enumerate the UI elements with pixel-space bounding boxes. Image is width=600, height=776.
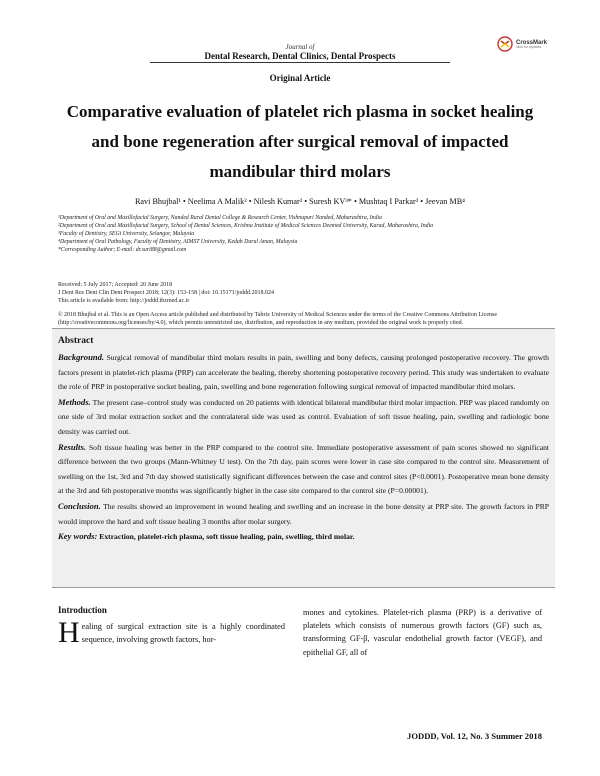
affiliation: ³Faculty of Dentistry, SEGi University, Selangor, Malaysia [58, 231, 195, 237]
page-footer: JODDD, Vol. 12, No. 3 Summer 2018 [407, 731, 542, 741]
conclusion-label: Conclusion. [58, 500, 101, 511]
journal-of-label: Journal of [285, 43, 315, 51]
crossmark-sub: click for updates [516, 45, 542, 50]
drop-cap: H [58, 616, 80, 649]
methods-label: Methods. [58, 396, 91, 407]
corresponding-author: *Corresponding Author; E-mail: dr.suri88@gmail.com [58, 247, 187, 253]
abstract-methods [58, 395, 549, 440]
results-label: Results. [58, 441, 86, 452]
journal-name: Dental Research, Dental Clinics, Dental Prospects [204, 51, 396, 61]
received-accepted: Received: 5 July 2017; Accepted: 20 June 2018 [58, 282, 173, 288]
article-title [50, 97, 550, 187]
background-text: Surgical removal of mandibular third molars results in pain, swelling and bony defects, causing prolonged postoperative recovery. The growth factors present in platelet-rich plasma (PRP) can accelerate the healing, thereby shortening postoperative recovery period. This study was undertaken to evaluate the role of PRP in postoperative socket healing, pain, swelling and bone regeneration following surgical removal of impacted mandibular third molars. [58, 353, 549, 392]
introduction-text-1: ealing of surgical extraction site is a highly coordinated sequence, involving growth factors, hor- [81, 622, 285, 645]
citation-doi[interactable]: J Dent Res Dent Clin Dent Prospect 2018; 12(3): 153-158 | doi: 10.15171/joddd.2018.024 [58, 290, 275, 296]
abstract-body [58, 350, 549, 545]
title-line: mandibular third molars [209, 162, 391, 181]
abstract-results [58, 440, 549, 499]
title-line: Comparative evaluation of platelet rich plasma in socket healing [66, 102, 534, 121]
header-rule [150, 62, 450, 63]
crossmark-icon [497, 36, 513, 54]
keywords-label: Key words: [58, 531, 98, 542]
article-type: Original Article [269, 73, 331, 83]
crossmark-badge[interactable] [497, 34, 561, 56]
author-list: Ravi Bhujbal¹ • Neelima A Malik² • Nilesh Kumar² • Suresh KV³* • Mushtaq I Parkar³ • Jeevan MB⁴ [134, 197, 466, 206]
abstract-background [58, 350, 549, 395]
abstract-heading: Abstract [58, 336, 94, 346]
affiliation: ²Department of Oral and Maxillofacial Surgery, School of Dental Sciences, Krishna Institute of Medical Sciences Deemed University, Karad, Maharashtra, India [58, 223, 434, 229]
article-dates [58, 281, 538, 305]
availability-link[interactable]: This article is available from: http://joddd.tbzmed.ac.ir [58, 298, 190, 304]
title-line: and bone regeneration after surgical removal of impacted [91, 132, 509, 151]
introduction-column-1 [58, 616, 285, 649]
background-label: Background. [58, 352, 105, 362]
affiliations [58, 214, 538, 254]
introduction-column-2: mones and cytokines. Platelet-rich plasma (PRP) is a derivative of platelets which consists of numerous growth factors (GF) such as, transforming GF-β, vascular endothelial growth factor (VEGF), and epithelial GF, all of [303, 608, 542, 657]
crossmark-label: CrossMark [516, 39, 548, 46]
affiliation: ⁴Department of Oral Pathology, Faculty of Dentistry, AIMST University, Kedah Darul Aman, Malaysia [58, 239, 298, 245]
introduction-heading: Introduction [58, 605, 107, 615]
keywords-text: Extraction, platelet-rich plasma, soft tissue healing, pain, swelling, third molar. [99, 532, 355, 542]
abstract-keywords [58, 529, 549, 545]
affiliation: ¹Department of Oral and Maxillofacial Surgery, Nanded Rural Dental College & Research Center, Vishnupuri Nanded, Maharashtra, India [58, 215, 382, 221]
methods-text: The present case–control study was conducted on 20 patients with identical bilateral mandibular third molar impaction. PRP was placed randomly on one side of 3rd molar extraction socket and the contralateral side was used as control. Evaluation of soft tissue healing, pain, swelling and radiologic bone density was carried out. [58, 397, 549, 436]
results-text: Soft tissue healing was better in the PRP compared to the control site. Immediate postoperative assessment of pain scores showed no significant difference between the two groups (Mann-Whitney U test). On the 7th day, pain scores were lower in case site compared to the control site. Measurement of swelling on the 1st, 3rd and 7th day showed statistically significant differences between the case and control sites (P<0.0001). Postoperative mean bone density at the 3rd and 6th postoperative months was significantly higher in the case site compared to the control site (P=0.00001). [58, 442, 549, 496]
abstract-conclusion [58, 499, 549, 529]
conclusion-text: The results showed an improvement in wound healing and swelling and an increase in the bone density at PRP site. The growth factors in PRP would improve the hard and soft tissue healing 3 months after molar surgery. [58, 501, 549, 526]
license-statement: © 2018 Bhujbal et al. This is an Open Access article published and distributed by Tabriz University of Medical Sciences under the terms of the Creative Commons Attribution License (http://creativecommons.org/licenses/by/4.0), which permits unrestricted use, distribution, and reproduction in any medium, provided the original work is properly cited. [58, 312, 497, 326]
